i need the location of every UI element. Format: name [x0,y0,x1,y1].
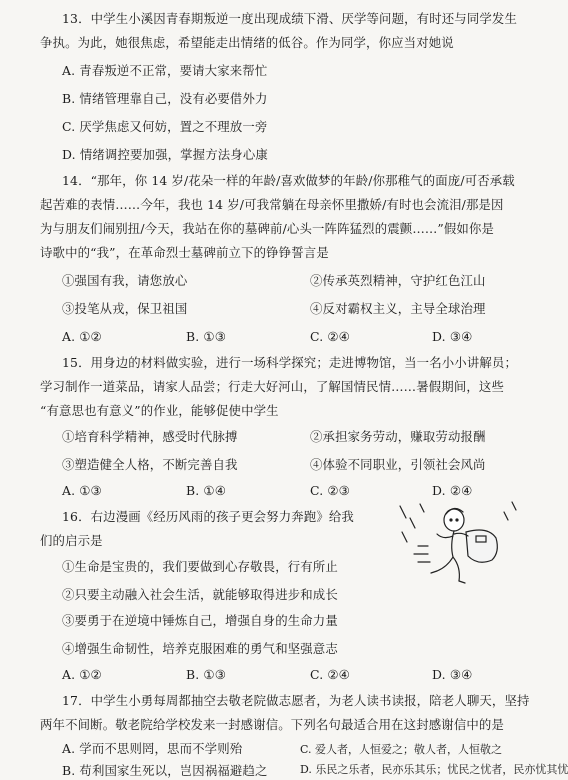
q15-choice-d: D. ②④ [432,483,473,498]
q16-item-2: ②只要主动融入社会生活，就能够取得进步和成长 [62,587,338,602]
q15-stem-line-2: 学习制作一道菜品，请家人品尝；行走大好河山，了解国情民情……暑假期间，这些 [40,379,505,394]
q15-item-3: ③塑造健全人格，不断完善自我 [62,457,238,472]
rain-streak [402,532,407,542]
child-body [452,531,454,557]
child-foot [431,571,437,573]
q16-stem-line-2: 们的启示是 [40,533,103,548]
q14-stem-line-1: 14．“那年，你 14 岁/花朵一样的年龄/喜欢做梦的年龄/你那稚气的面庞/可否承载 [62,173,515,188]
q15-stem-line-1: 15．用身边的材料做实验，进行一场科学探究；走进博物馆，当一名小小讲解员； [62,355,517,370]
q14-item-3: ③投笔从戎，保卫祖国 [62,301,188,316]
running-child-cartoon [392,498,524,598]
q14-stem-line-3: 为与朋友们闹别扭/今天，我站在你的墓碑前/心头一阵阵猛烈的震颤……”假如你是 [40,221,495,236]
q16-stem-line-1: 16．右边漫画《经历风雨的孩子更会努力奔跑》给我 [62,509,354,524]
q14-choice-a: A. ①② [62,329,102,344]
q15-choice-c: C. ②③ [310,483,350,498]
child-leg [437,557,453,571]
q17-option-b: B. 苟利国家生死以，岂因祸福避趋之 [62,763,268,778]
q13-option-c: C. 厌学焦虑又何妨，置之不理放一旁 [62,119,268,134]
q15-stem-line-3: “有意思也有意义”的作业，能够促使中学生 [40,403,279,418]
q17-option-a: A. 学而不思则罔，思而不学则殆 [62,741,243,756]
q13-option-a: A. 青春叛逆不正常，要请大家来帮忙 [62,63,268,78]
child-foot [459,581,465,583]
q13-stem-line-1: 13．中学生小溪因青春期叛逆一度出现成绩下滑、厌学等问题，有时还与同学发生 [62,11,517,26]
q15-choice-b: B. ①④ [186,483,226,498]
q17-stem-line-1: 17．中学生小勇每周都抽空去敬老院做志愿者，为老人读书读报，陪老人聊天，坚持 [62,693,530,708]
q15-choice-a: A. ①③ [62,483,102,498]
q17-options-cd [300,740,568,780]
child-eye [456,519,458,521]
q15-item-4: ④体验不同职业，引领社会风尚 [310,457,486,472]
q17-option-c: C. 爱人者，人恒爱之；敬人者，人恒敬之 [300,743,503,756]
child-backpack [466,530,497,562]
q14-item-1: ①强国有我，请您放心 [62,273,188,288]
rain-streak [410,518,415,528]
child-arm [437,534,453,538]
q14-choice-b: B. ①③ [186,329,226,344]
q14-choice-d: D. ③④ [432,329,473,344]
q16-choice-c: C. ②④ [310,667,350,682]
q16-choice-d: D. ③④ [432,667,473,682]
rain-streak [400,506,406,518]
q17-stem-line-2: 两年不间断。敬老院给学校发来一封感谢信。下列名句最适合用在这封感谢信中的是 [40,717,505,732]
q14-item-4: ④反对霸权主义，主导全球治理 [310,301,486,316]
child-leg [453,557,459,581]
q16-choice-b: B. ①③ [186,667,226,682]
q15-item-1: ①培育科学精神，感受时代脉搏 [62,429,238,444]
q15-item-2: ②承担家务劳动，赚取劳动报酬 [310,429,486,444]
q14-choice-c: C. ②④ [310,329,350,344]
q13-stem-line-2: 争执。为此，她很焦虑，希望能走出情绪的低谷。作为同学，你应当对她说 [40,35,454,50]
q14-stem-line-4: 诗歌中的“我”，在革命烈士墓碑前立下的铮铮誓言是 [40,245,329,260]
q16-item-1: ①生命是宝贵的，我们要做到心存敬畏，行有所止 [62,559,338,574]
q16-item-4: ④增强生命韧性，培养克服困难的勇气和坚强意志 [62,641,338,656]
rain-streak [504,512,508,520]
q14-stem-line-2: 起苦难的表情……今年，我也 14 岁/可我常躺在母亲怀里撒娇/有时也会流泪/那是因 [40,197,504,212]
q13-option-b: B. 情绪管理靠自己，没有必要借外力 [62,91,268,106]
q17-option-d: D. 乐民之乐者，民亦乐其乐；忧民之忧者，民亦忧其忧 [300,763,568,776]
q13-option-d: D. 情绪调控要加强，掌握方法身心康 [62,147,268,162]
q16-item-3: ③要勇于在逆境中锤炼自己，增强自身的生命力量 [62,613,338,628]
q14-item-2: ②传承英烈精神，守护红色江山 [310,273,486,288]
q16-choice-a: A. ①② [62,667,102,682]
rain-streak [512,502,516,510]
child-eye [450,519,452,521]
rain-streak [420,504,424,512]
